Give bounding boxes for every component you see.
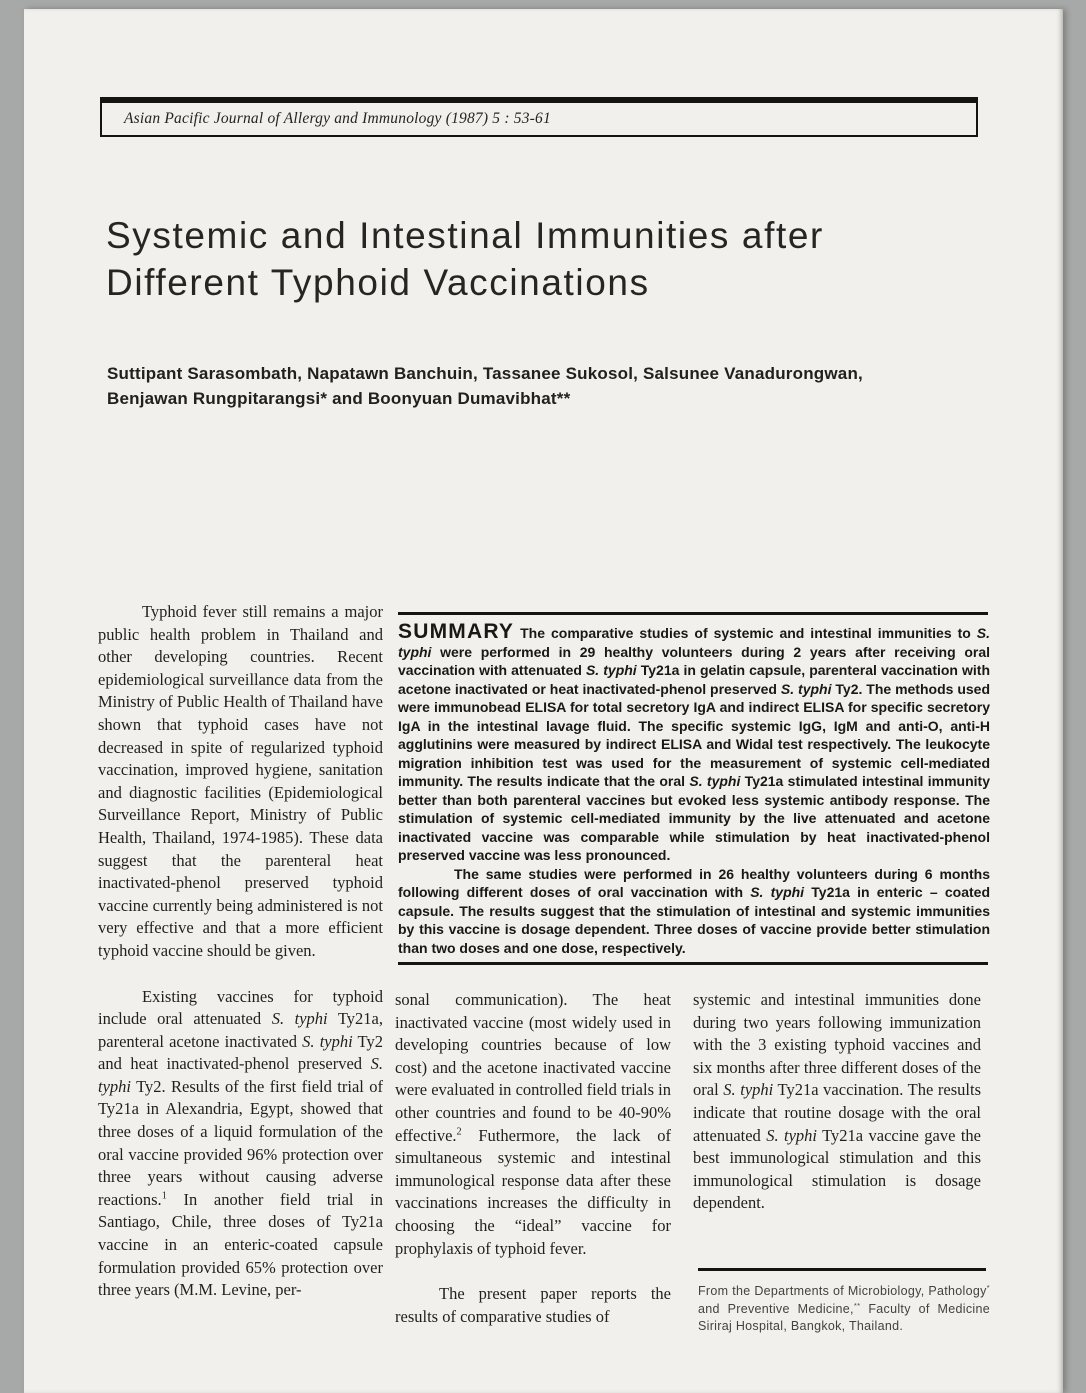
title-line-1: Systemic and Intestinal Immunities after [106, 215, 824, 256]
middle-paragraph-2: The present paper reports the results of comparative studies of [395, 1284, 671, 1326]
intro-paragraph-1: Typhoid fever still remains a major public health problem in Thailand and other developing countries. Recent epidemiological surveillance data from the Ministry of Public Health of Thailand have shown that typhoid cases have not decreased in spite of regularized typhoid vaccination, improved hygiene, sanitation and diagnostic facilities (Epidemiological Surveillance Report, Ministry of Public Health, Thailand, 1974-1985). These data suggest that the parenteral heat inactivated-phenol preserved typhoid vaccine currently being administered is not very effective and that a more efficient typhoid vaccine should be given. [98, 602, 383, 960]
middle-paragraph-1: sonal communication). The heat inactivated vaccine (most widely used in developing countries because of low cost) and the acetone inactivated vaccine were evaluated in controlled field trials in other countries and found to be 40-90% effective.$^2$ Futhermore, the lack of simultaneous systemic and intestinal immunological response data after these vaccinations increases the difficulty in choosing the “ideal” vaccine for prophylaxis of typhoid fever. [395, 990, 671, 1258]
paper-page [24, 9, 1063, 1393]
article-title [106, 212, 1006, 306]
authors-line-2: Benjawan Rungpitarangsi* and Boonyuan Dumavibhat** [107, 389, 571, 408]
intro-paragraph-2: Existing vaccines for typhoid include oral attenuated S. typhi Ty21a, parenteral acetone inactivated S. typhi Ty2 and heat inactivated-phenol preserved S. typhi Ty2. Results of the first field trial of Ty21a in Alexandria, Egypt, showed that three doses of a liquid formulation of the oral vaccine provided 96% protection over three years without causing adverse reactions.$^1$ In another field trial in Santiago, Chile, three doses of Ty21a vaccine in an enteric-coated capsule formulation provided 65% protection over three years (M.M. Levine, per- [98, 986, 384, 1300]
column-middle [395, 989, 671, 1328]
summary-paragraph-2: The same studies were performed in 26 healthy volunteers during 6 months following different doses of oral vaccination with S. typhi Ty21a in enteric – coated capsule. The results suggest that the stimulation of intestinal and systemic immunities by this vaccine is dosage dependent. Three doses of vaccine provide better stimulation than two doses and one dose, respectively. [398, 865, 990, 956]
summary-paragraph-1 [398, 620, 991, 865]
summary-heading: SUMMARY [398, 620, 515, 643]
summary-paragraph-1-text: The comparative studies of systemic and intestinal immunities to S. typhi were performed in 29 healthy volunteers during 2 years after receiving oral vaccination with attenuated S. typhi Ty21a in gelatin capsule, parenteral vaccination with acetone inactivated or heat inactivated-phenol preserved S. typhi Ty2. The methods used were immunobead ELISA for total secretory IgA and indirect ELISA for specific secretory IgA in the intestinal lavage fluid. The specific systemic IgG, IgM and anti-O, anti-H agglutinins were measured by indirect ELISA and Widal test respectively. The leukocyte migration inhibition test was used for the measurement of systemic cell-mediated immunity. The results indicate that the oral S. typhi Ty21a stimulated intestinal immunity better than both parenteral vaccines but evoked less systemic antibody response. The stimulation of systemic cell-mediated immunity by the live attenuated and acetone inactivated vaccine was comparable while stimulation by heat inactivated-phenol preserved vaccine was less pronounced. [398, 625, 991, 863]
summary-rule-bottom [398, 962, 988, 965]
authors-line-1: Suttipant Sarasombath, Napatawn Banchuin, Tassanee Sukosol, Salsunee Vanadurongwan, [107, 364, 863, 383]
authors-block [107, 361, 987, 411]
right-paragraph-1: systemic and intestinal immunities done during two years following immunization with the 3 existing typhoid vaccines and six months after three different doses of the oral S. typhi Ty21a vaccination. The results indicate that routine dosage with the oral attenuated S. typhi Ty21a vaccine gave the best immunological stimulation and this immunological stimulation is dosage dependent. [693, 990, 981, 1213]
summary-block [398, 620, 991, 957]
title-line-2: Different Typhoid Vaccinations [106, 262, 650, 303]
column-left [98, 601, 383, 1302]
footnote-affiliation: From the Departments of Microbiology, Pathology* and Preventive Medicine,** Faculty of Medicine Siriraj Hospital, Bangkok, Thailand. [698, 1282, 990, 1333]
journal-header-box [100, 97, 978, 137]
column-right [693, 989, 981, 1215]
journal-citation: Asian Pacific Journal of Allergy and Immunology (1987) 5 : 53-61 [124, 110, 551, 127]
summary-rule-top [398, 612, 988, 615]
footnote-rule [698, 1268, 986, 1271]
